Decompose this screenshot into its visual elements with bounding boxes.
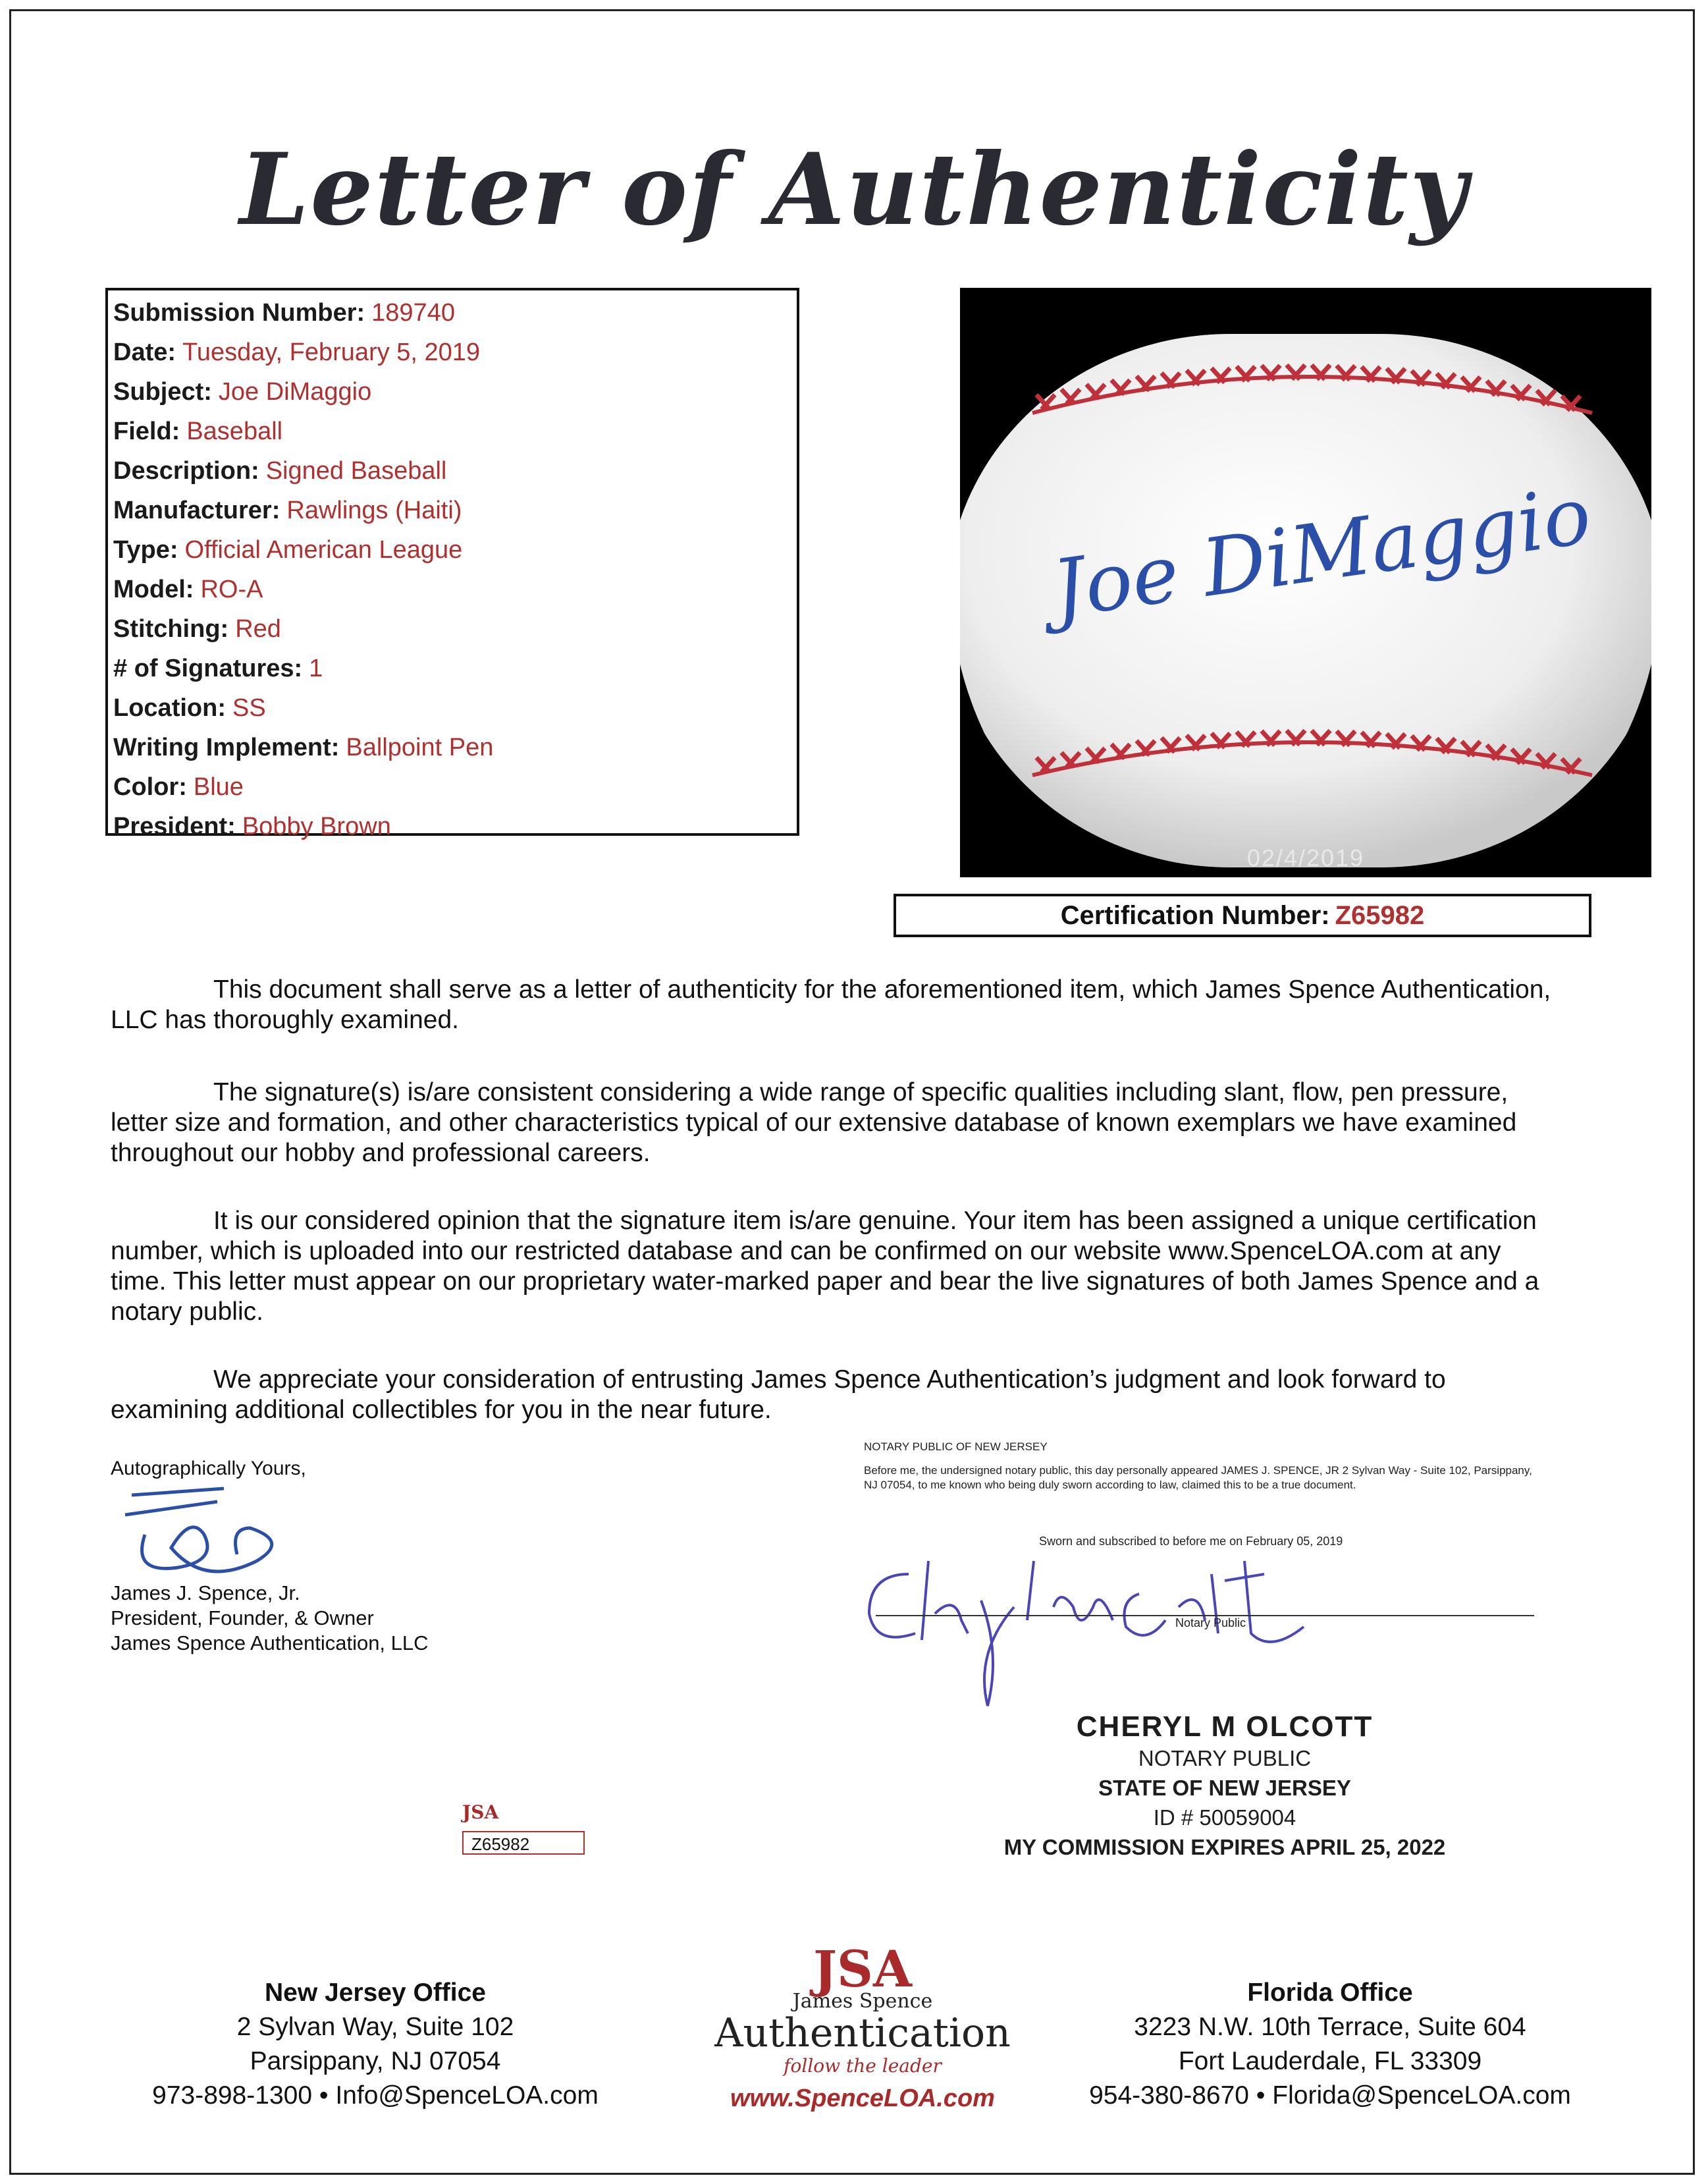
fl-office-line1: 3223 N.W. 10th Terrace, Suite 604 [1134,2013,1526,2041]
nj-office-line1: 2 Sylvan Way, Suite 102 [236,2013,514,2041]
info-row [113,491,797,530]
info-row [113,333,797,372]
notary-stamp-title: NOTARY PUBLIC [1138,1746,1312,1770]
info-row [113,412,797,451]
info-row [113,649,797,688]
logo-url: www.SpenceLOA.com [730,2085,995,2112]
info-row [113,530,797,570]
info-label: Description: [113,457,259,485]
info-value: Official American League [184,536,463,564]
info-value: Blue [193,773,244,801]
nj-office-line3: 973-898-1300 • Info@SpenceLOA.com [152,2081,599,2110]
paragraph-2: The signature(s) is/are consistent considering a wide range of specific qualities including slant, flow, pen pressure, letter size and formation, and other characteristics typical of our extensive database of known exemplars we have examined throughout our hobby and professional careers. [111,1078,1517,1167]
notary-stamp-id: ID # 50059004 [1153,1805,1296,1830]
notary-statement [864,1440,1549,1492]
signatory-role: President, Founder, & Owner [111,1606,374,1629]
notary-stamp-name: CHERYL M OLCOTT [1076,1710,1374,1743]
notary-text: Before me, the undersigned notary public, this day personally appeared JAMES J. SPENCE, JR 2 Sylvan Way - Suite 102, Parsippany, NJ 07054, to me known who being duly sworn according to law, claimed this to be a true document. [864,1464,1532,1491]
info-row [113,451,797,491]
closing-signatory [111,1581,429,1656]
info-label: Writing Implement: [113,734,340,761]
info-label: # of Signatures: [113,655,303,682]
spence-signature [105,1475,303,1587]
nj-office-heading: New Jersey Office [264,1979,486,2007]
info-row [113,293,797,333]
fl-office-line3: 954-380-8670 • Florida@SpenceLOA.com [1089,2081,1571,2110]
item-info-box [105,288,799,840]
page-title: Letter of Authenticity [239,132,1469,248]
info-row [113,728,797,767]
info-label: Date: [113,339,176,366]
signatory-company: James Spence Authentication, LLC [111,1631,429,1654]
info-label: Model: [113,576,194,603]
info-row [113,767,797,807]
info-value: Bobby Brown [242,813,391,840]
info-value: SS [232,694,266,722]
certification-number: Z65982 [1335,901,1425,930]
notary-stamp-expires: MY COMMISSION EXPIRES APRIL 25, 2022 [1003,1835,1446,1859]
logo-mark: JSA [813,1940,912,1998]
jsa-sticker [462,1801,585,1855]
notary-sworn-line: Sworn and subscribed to before me on February 05, 2019 [1039,1535,1343,1548]
paragraph-4: We appreciate your consideration of entrusting James Spence Authentication’s judgment and look forward to examining additional collectibles for you in the near future. [111,1365,1446,1424]
info-value: Joe DiMaggio [218,378,372,406]
baseball-image [960,288,1651,877]
photo-date-stamp: 02/4/2019 [1246,844,1365,871]
fl-office-line2: Fort Lauderdale, FL 33309 [1178,2047,1482,2075]
info-value: Baseball [186,418,283,445]
info-value: Tuesday, February 5, 2019 [182,339,481,366]
notary-line-label: Notary Public [1175,1616,1246,1629]
info-row [113,609,797,649]
info-label: Color: [113,773,187,801]
nj-office [125,1976,626,2113]
info-label: Subject: [113,378,212,406]
item-photo [960,288,1651,877]
certification-number-box [894,894,1591,937]
info-label: Stitching: [113,615,229,643]
info-value: Rawlings (Haiti) [286,497,462,524]
info-value: Ballpoint Pen [346,734,494,761]
ball-signature: Joe DiMaggio [1047,470,1597,636]
closing-salutation: Autographically Yours, [111,1458,306,1479]
signatory-name: James J. Spence, Jr. [111,1581,300,1604]
fl-office [1080,1976,1580,2113]
info-label: President: [113,813,236,840]
info-label: Field: [113,418,180,445]
info-label: Type: [113,536,178,564]
info-row [113,372,797,412]
notary-heading: NOTARY PUBLIC OF NEW JERSEY [864,1440,1048,1453]
jsa-logo [698,1940,1027,2113]
info-value: RO-A [200,576,263,603]
info-row [113,688,797,728]
fl-office-heading: Florida Office [1247,1979,1413,2007]
notary-signature [856,1521,1370,1719]
sticker-number: Z65982 [462,1831,585,1855]
info-row [113,570,797,609]
notary-stamp [955,1710,1495,1863]
nj-office-line2: Parsippany, NJ 07054 [250,2047,501,2075]
info-label: Submission Number: [113,299,365,327]
info-value: 189740 [371,299,455,327]
info-value: Signed Baseball [265,457,447,485]
logo-name: James Spence [792,1990,933,2013]
paragraph-1: This document shall serve as a letter of authenticity for the aforementioned item, which James Spence Authentication, LLC has thoroughly examined. [111,975,1551,1034]
sticker-label: JSA [462,1801,499,1823]
info-row [113,807,797,846]
info-value: Red [235,615,281,643]
info-value: 1 [309,655,323,682]
logo-tagline: follow the leader [784,2055,942,2077]
certification-label: Certification Number: [1060,901,1330,930]
notary-stamp-state: STATE OF NEW JERSEY [1098,1776,1351,1800]
logo-word: Authentication [714,2010,1011,2056]
paragraph-3: It is our considered opinion that the signature item is/are genuine. Your item has been assigned a unique certification number, which is uploaded into our restricted database and can be confirmed on our website www.SpenceLOA.com at any time. This letter must appear on our proprietary water-marked paper and bear the live signatures of both James Spence and a notary public. [111,1207,1539,1326]
info-label: Manufacturer: [113,497,280,524]
info-label: Location: [113,694,226,722]
